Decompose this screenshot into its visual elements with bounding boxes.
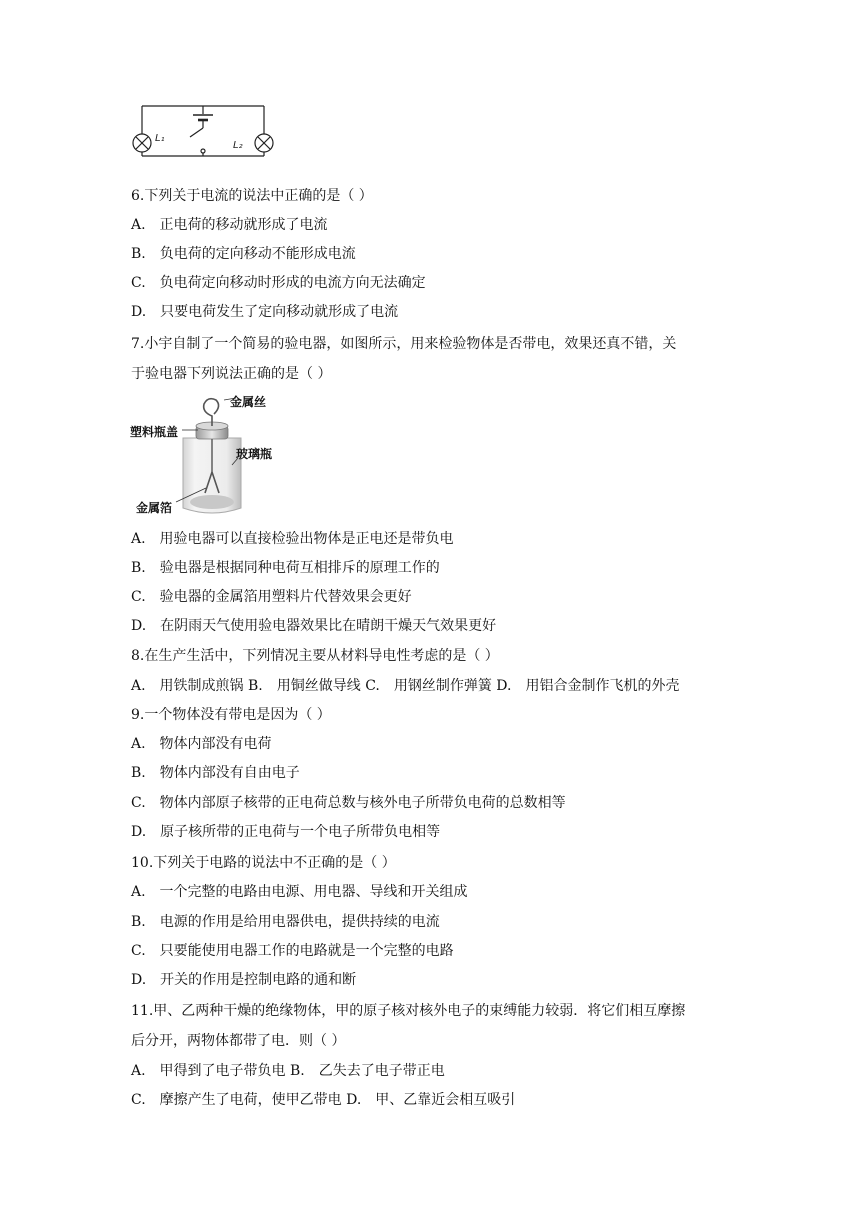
q10-option-a: A. 一个完整的电路由电源、用电器、导线和开关组成: [131, 884, 468, 900]
q6-option-b: B. 负电荷的定向移动不能形成电流: [131, 246, 356, 262]
q7-stem-line2: 于验电器下列说法正确的是（ ）: [131, 366, 332, 382]
q8-options: A. 用铁制成煎锅 B. 用铜丝做导线 C. 用钢丝制作弹簧 D. 用铝合金制作飞机的外壳: [131, 678, 680, 694]
q9-option-a: A. 物体内部没有电荷: [131, 736, 272, 752]
q6-option-a: A. 正电荷的移动就形成了电流: [131, 217, 328, 233]
wire-label: 金属丝: [230, 395, 267, 409]
bottle-label: 玻璃瓶: [236, 447, 273, 461]
cap-label: 塑料瓶盖: [130, 425, 179, 439]
lamp-l2-icon: [255, 134, 273, 152]
lamp-l1-icon: [133, 134, 151, 152]
q7-option-c: C. 验电器的金属箔用塑料片代替效果会更好: [131, 589, 412, 605]
q6-option-d: D. 只要电荷发生了定向移动就形成了电流: [131, 304, 399, 320]
electroscope-figure: [128, 390, 288, 520]
q10-option-d: D. 开关的作用是控制电路的通和断: [131, 972, 357, 988]
q10-option-b: B. 电源的作用是给用电器供电，提供持续的电流: [131, 914, 440, 930]
lamp-l2-label: L₂: [233, 140, 243, 151]
q11-stem-line2: 后分开，两物体都带了电．则（ ）: [131, 1033, 346, 1049]
foil-label: 金属箔: [136, 501, 173, 515]
q9-option-d: D. 原子核所带的正电荷与一个电子所带负电相等: [131, 824, 441, 840]
q11-options-line2: C. 摩擦产生了电荷，使甲乙带电 D. 甲、乙靠近会相互吸引: [131, 1092, 516, 1108]
lamp-l1-label: L₁: [155, 133, 165, 144]
q9-option-c: C. 物体内部原子核带的正电荷总数与核外电子所带负电荷的总数相等: [131, 795, 566, 811]
q7-stem-line1: 7.小宇自制了一个简易的验电器，如图所示，用来检验物体是否带电，效果还真不错，关: [131, 336, 677, 352]
circuit-diagram: [128, 100, 278, 162]
q7-option-b: B. 验电器是根据同种电荷互相排斥的原理工作的: [131, 560, 440, 576]
q10-option-c: C. 只要能使用电器工作的电路就是一个完整的电路: [131, 943, 454, 959]
q10-stem: 10.下列关于电路的说法中不正确的是（ ）: [131, 855, 396, 871]
q9-stem: 9.一个物体没有带电是因为（ ）: [131, 707, 331, 723]
q11-options-line1: A. 甲得到了电子带负电 B. 乙失去了电子带正电: [131, 1063, 445, 1079]
q11-stem-line1: 11.甲、乙两种干燥的绝缘物体，甲的原子核对核外电子的束缚能力较弱．将它们相互摩擦: [131, 1003, 686, 1019]
q8-stem: 8.在生产生活中，下列情况主要从材料导电性考虑的是（ ）: [131, 648, 499, 664]
q6-stem: 6.下列关于电流的说法中正确的是（ ）: [131, 188, 373, 204]
q7-option-d: D. 在阴雨天气使用验电器效果比在晴朗干燥天气效果更好: [131, 618, 497, 634]
q9-option-b: B. 物体内部没有自由电子: [131, 765, 300, 781]
q6-option-c: C. 负电荷定向移动时形成的电流方向无法确定: [131, 275, 426, 291]
q7-option-a: A. 用验电器可以直接检验出物体是正电还是带负电: [131, 531, 454, 547]
